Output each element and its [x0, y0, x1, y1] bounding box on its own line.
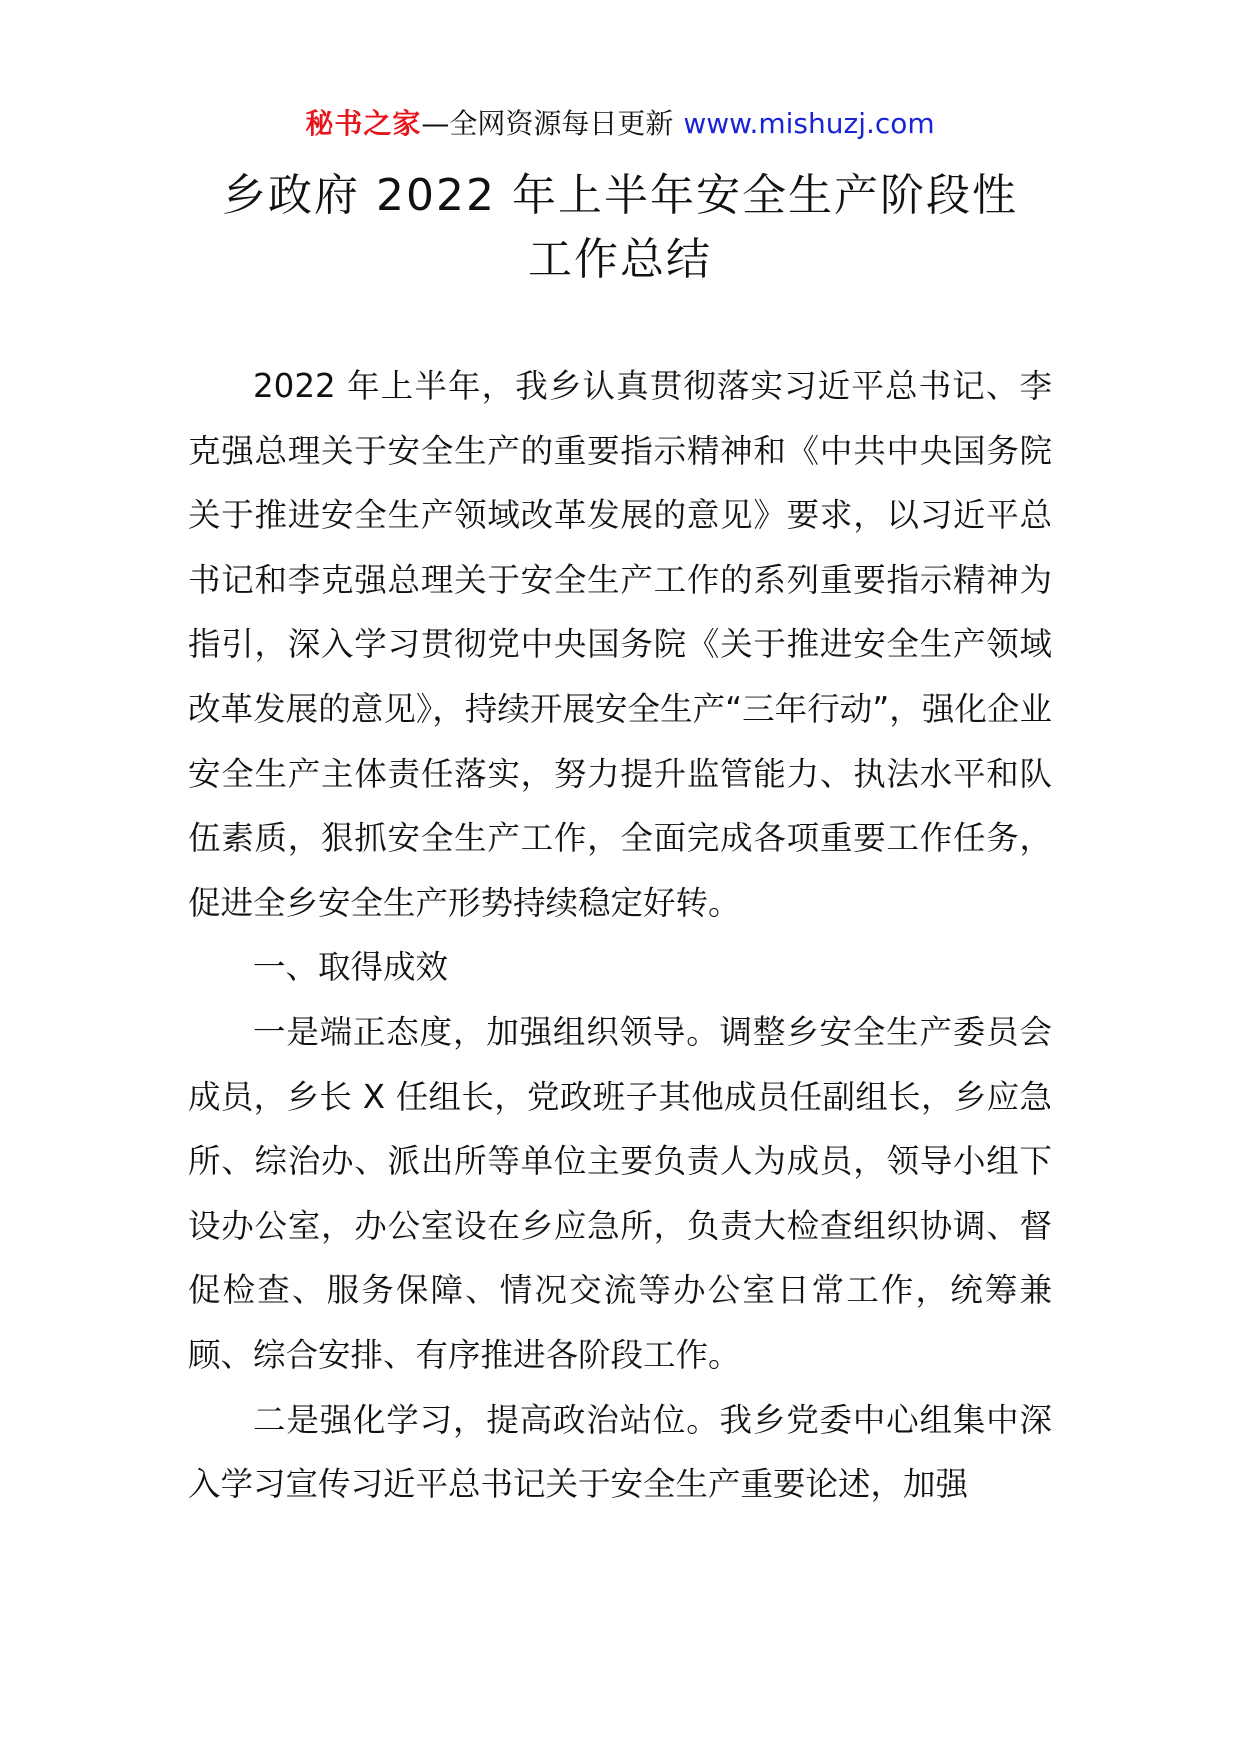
brand-name: 秘书之家 [305, 107, 422, 140]
point-one-paragraph: 一是端正态度，加强组织领导。调整乡安全生产委员会成员，乡长 X 任组长，党政班子其他成员任副组长，乡应急所、综治办、派出所等单位主要负责人为成员，领导小组下设办公室，办公室设在乡应急所，负责大检查组织协调、督促检查、服务保障、情况交流等办公室日常工作，统筹兼顾、综合安排、有序推进各阶段工作。 [188, 1012, 1052, 1374]
point-two-paragraph: 二是强化学习，提高政治站位。我乡党委中心组集中深入学习宣传习近平总书记关于安全生产重要论述，加强 [188, 1400, 1052, 1504]
header-slogan: —全网资源每日更新 [421, 107, 674, 140]
site-url[interactable]: www.mishuzj.com [683, 107, 935, 140]
document-body [188, 354, 1052, 1517]
document-title [0, 164, 1240, 292]
intro-paragraph: 2022 年上半年，我乡认真贯彻落实习近平总书记、李克强总理关于安全生产的重要指示精神和《中共中央国务院关于推进安全生产领域改革发展的意见》要求，以习近平总书记和李克强总理关于安全生产工作的系列重要指示精神为指引，深入学习贯彻党中央国务院《关于推进安全生产领域改革发展的意见》，持续开展安全生产“三年行动”，强化企业安全生产主体责任落实，努力提升监管能力、执法水平和队伍素质，狠抓安全生产工作，全面完成各项重要工作任务，促进全乡安全生产形势持续稳定好转。 [188, 367, 1052, 922]
title-line-1: 乡政府 2022 年上半年安全生产阶段性 [222, 170, 1018, 221]
site-header [0, 104, 1240, 144]
section-heading: 一、取得成效 [253, 948, 449, 987]
title-line-2: 工作总结 [528, 234, 712, 285]
